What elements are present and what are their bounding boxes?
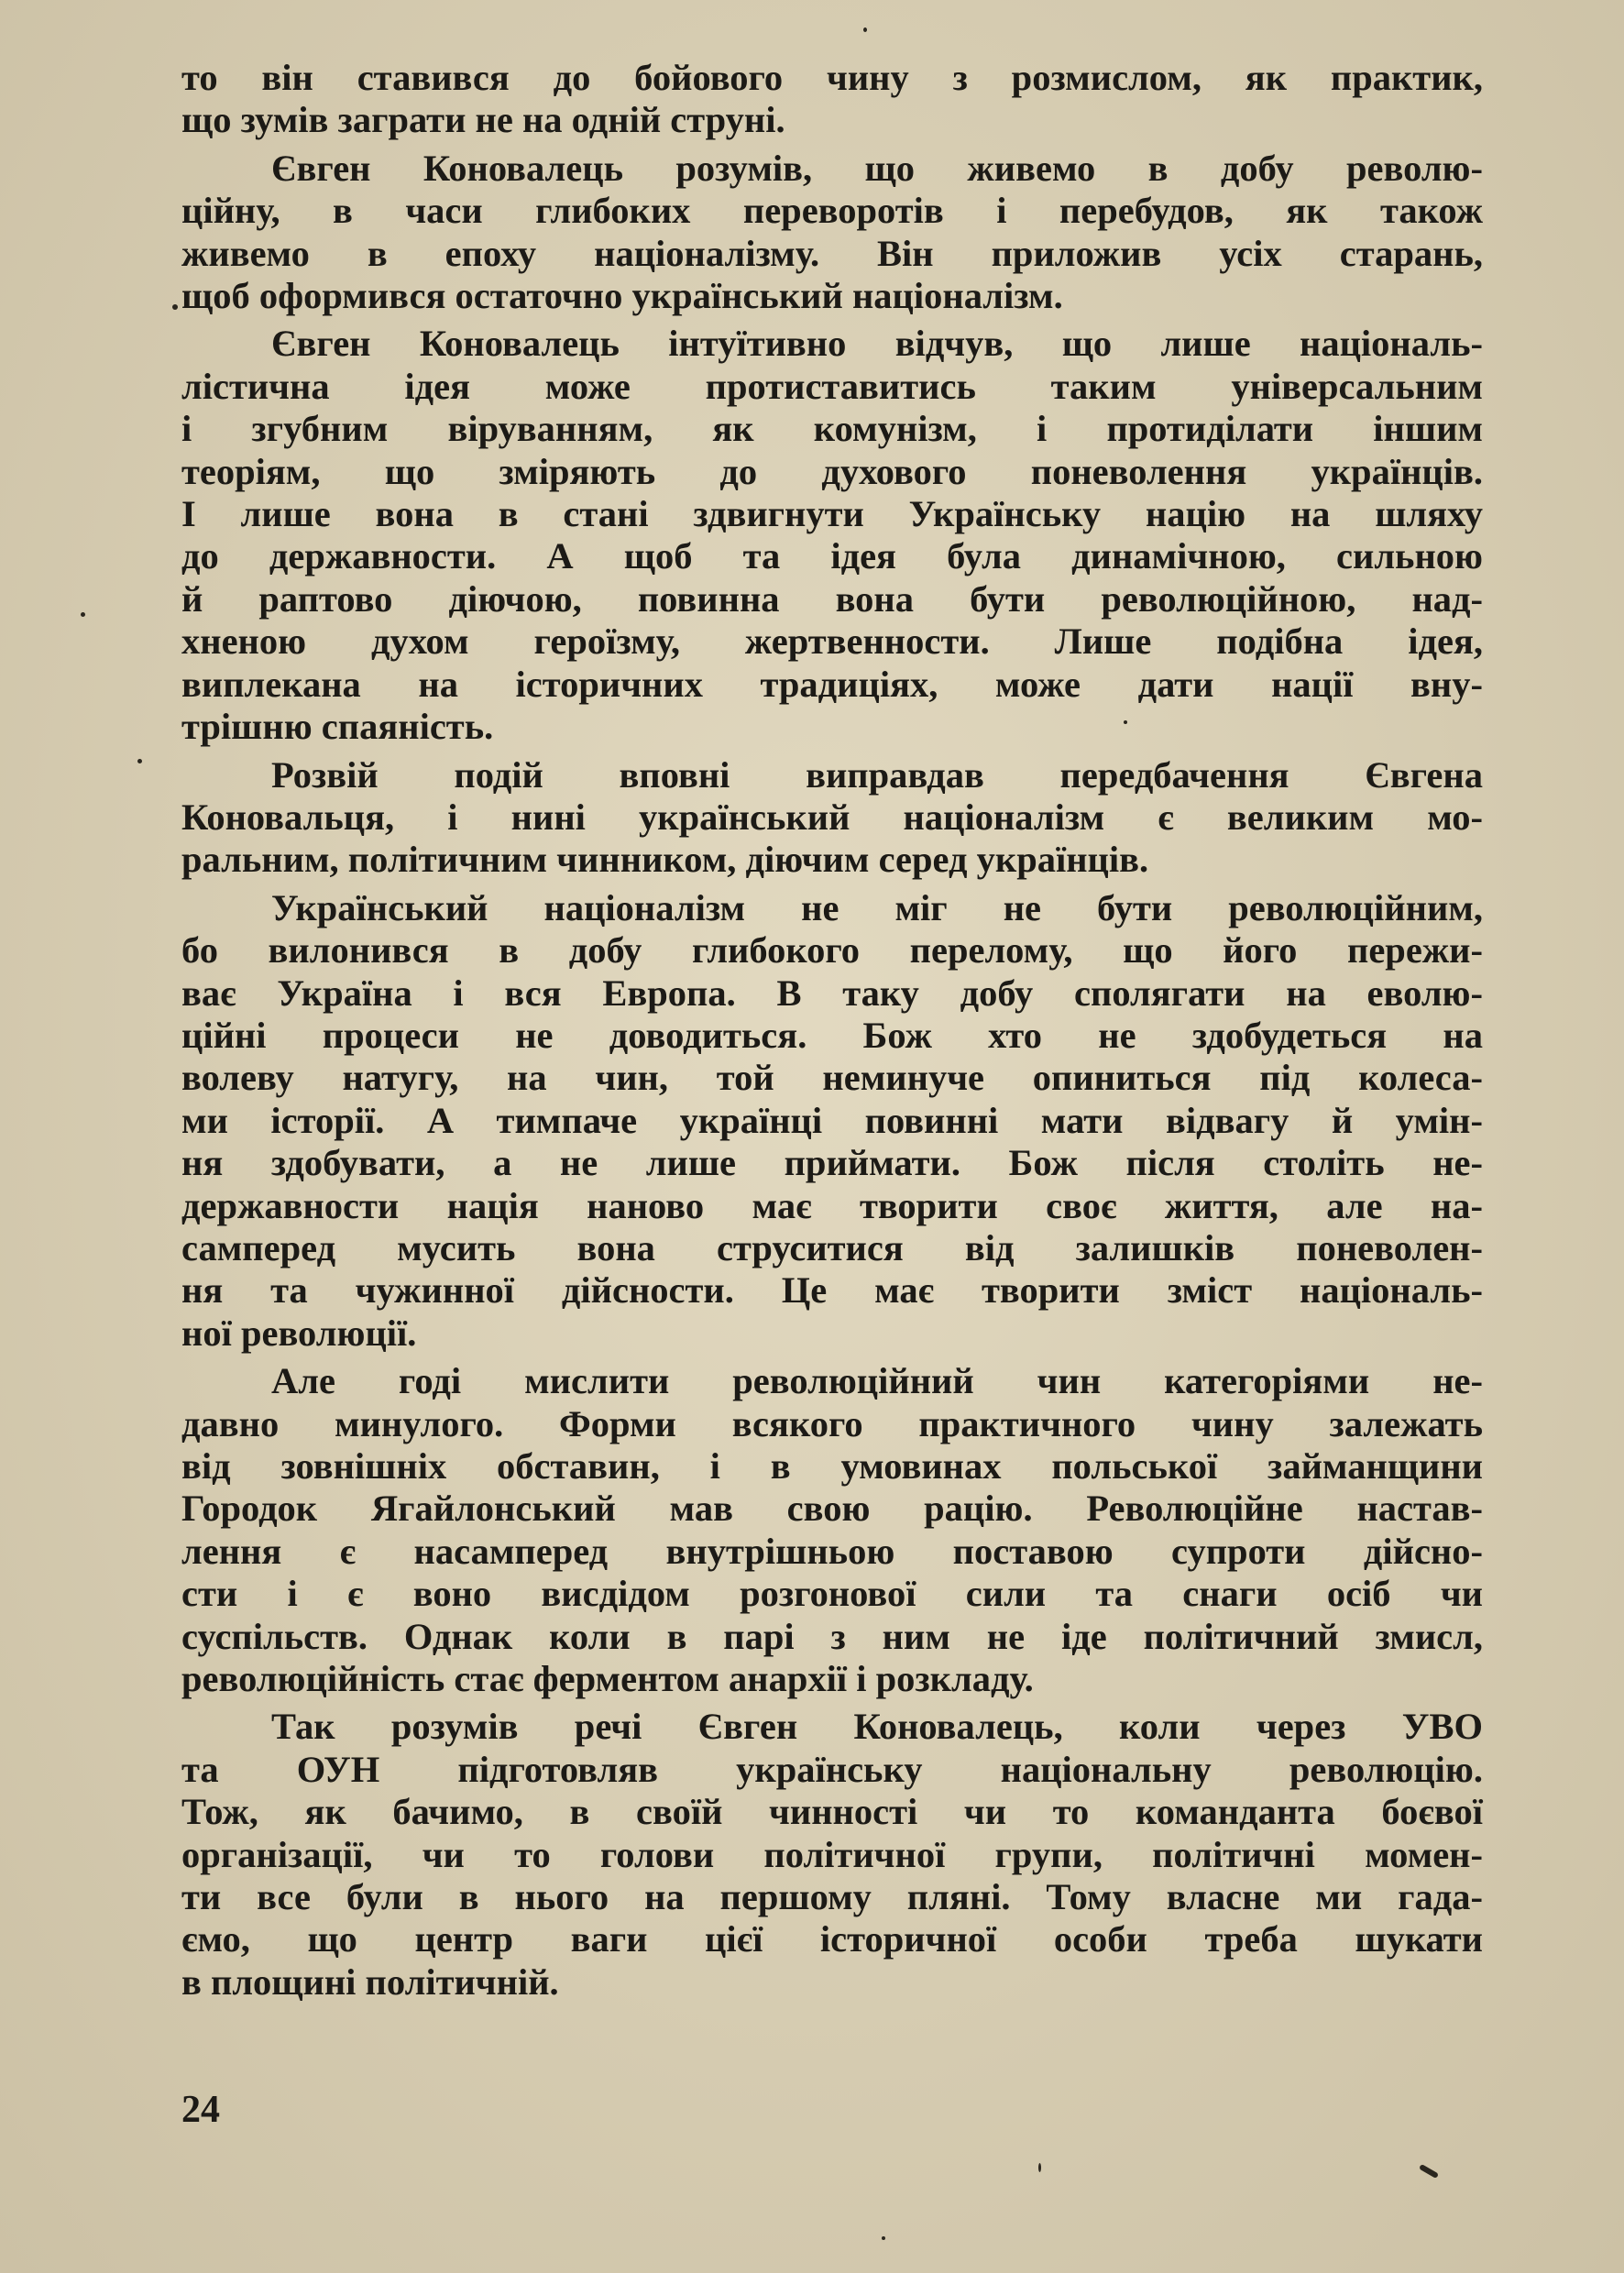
text-line: ційні процеси не доводиться. Бож хто не здобудеться на — [181, 1014, 1483, 1056]
text-line: й раптово діючою, повинна вона бути революційною, над- — [181, 577, 1483, 620]
text-line: Євген Коновалець розумів, що живемо в добу револю- — [271, 147, 1483, 189]
text-line: то він ставився до бойового чину з розмислом, як практик, — [181, 57, 1483, 98]
paper-speck — [1124, 720, 1127, 724]
paragraph — [181, 148, 1483, 318]
paper-speck — [81, 612, 85, 617]
paragraph — [181, 323, 1483, 748]
text-line: революційність стає ферментом анархії і розкладу. — [181, 1658, 1034, 1700]
text-line: і згубним віруванням, як комунізм, і протиділати іншим — [181, 408, 1483, 450]
text-line: волеву натугу, на чин, той неминуче опиниться під колеса- — [181, 1057, 1483, 1099]
text-line: в площині політичній. — [181, 1960, 559, 2003]
text-line: ня та чужинної дійсности. Це має творити зміст національ- — [181, 1269, 1483, 1312]
text-line: ває Україна і вся Европа. В таку добу сполягати на еволю- — [181, 972, 1483, 1014]
text-line: щоб оформився остаточно український націоналізм. — [181, 275, 1063, 317]
text-line: теоріям, що зміряють до духового поневолення українців. — [181, 450, 1483, 492]
text-line: виплекана на історичних традиціях, може дати нації вну- — [181, 663, 1483, 705]
paragraph — [181, 887, 1483, 1355]
paragraph — [181, 57, 1483, 142]
text-line: давно минулого. Форми всякого практичного чину залежать — [181, 1402, 1483, 1444]
text-line: до державности. А щоб та ідея була динамічною, сильною — [181, 535, 1483, 577]
text-line: хненою духом героїзму, жертвенности. Лише подібна ідея, — [181, 620, 1483, 663]
paragraph — [181, 1706, 1483, 2004]
text-line: та ОУН підготовляв українську національну революцію. — [181, 1748, 1483, 1790]
text-line: Городок Ягайлонський мав свою рацію. Революційне настав- — [181, 1488, 1483, 1530]
text-line: трішню спаяність. — [181, 706, 494, 748]
paper-speck — [1419, 2164, 1439, 2179]
text-line: Розвій подій вповні виправдав передбачення Євгена — [271, 753, 1483, 796]
page-number: 24 — [181, 2089, 220, 2131]
text-line: Тож, як бачимо, в своїй чинності чи то команданта боєвої — [181, 1791, 1483, 1833]
text-line: Український націоналізм не міг не бути революційним, — [271, 886, 1483, 928]
text-line: що зумів заграти не на одній струні. — [181, 99, 785, 141]
paper-speck — [863, 27, 867, 32]
paper-speck — [172, 304, 178, 310]
text-line: Але годі мислити революційний чин категоріями не- — [271, 1360, 1483, 1402]
text-line: ної революції. — [181, 1312, 417, 1354]
page-body-text — [181, 57, 1483, 2004]
text-line: ти все були в нього на першому пляні. Тому власне ми гада- — [181, 1876, 1483, 1918]
text-line: суспільств. Однак коли в парі з ним не іде політичний змисл, — [181, 1615, 1483, 1657]
text-line: ня здобувати, а не лише приймати. Бож після століть не- — [181, 1142, 1483, 1184]
text-line: організації, чи то голови політичної групи, політичні момен- — [181, 1833, 1483, 1875]
text-line: Коновальця, і нині український націоналізм є великим мо- — [181, 796, 1483, 838]
text-line: лістична ідея може протиставитись таким універсальним — [181, 365, 1483, 407]
paper-speck — [882, 2236, 885, 2240]
text-line: від зовнішніх обставин, і в умовинах польської займанщини — [181, 1445, 1483, 1487]
text-line: ємо, що центр ваги цієї історичної особи треба шукати — [181, 1918, 1483, 1960]
text-line: Євген Коновалець інтуїтивно відчув, що лише національ- — [271, 323, 1483, 365]
paper-speck — [1038, 2163, 1041, 2172]
paper-speck — [137, 759, 142, 763]
text-line: бо вилонився в добу глибокого перелому, що його пережи- — [181, 929, 1483, 972]
text-line: самперед мусить вона струситися від залишків поневолен- — [181, 1226, 1483, 1268]
text-line: живемо в епоху націоналізму. Він приложив усіх старань, — [181, 232, 1483, 274]
text-line: лення є насамперед внутрішньою поставою супроти дійсно- — [181, 1530, 1483, 1572]
paragraph — [181, 1360, 1483, 1700]
text-line: І лише вона в стані здвигнути Українську націю на шляху — [181, 493, 1483, 535]
text-line: сти і є воно висдідом розгонової сили та снаги осіб чи — [181, 1573, 1483, 1615]
paragraph — [181, 754, 1483, 882]
text-line: Так розумів речі Євген Коновалець, коли через УВО — [271, 1706, 1483, 1748]
text-line: ми історії. А тимпаче українці повинні мати відвагу й умін- — [181, 1099, 1483, 1141]
text-line: державности нація наново має творити своє життя, але на- — [181, 1184, 1483, 1226]
text-line: ральним, політичним чинником, діючим серед українців. — [181, 839, 1149, 881]
text-line: ційну, в часи глибоких переворотів і перебудов, як також — [181, 190, 1483, 232]
